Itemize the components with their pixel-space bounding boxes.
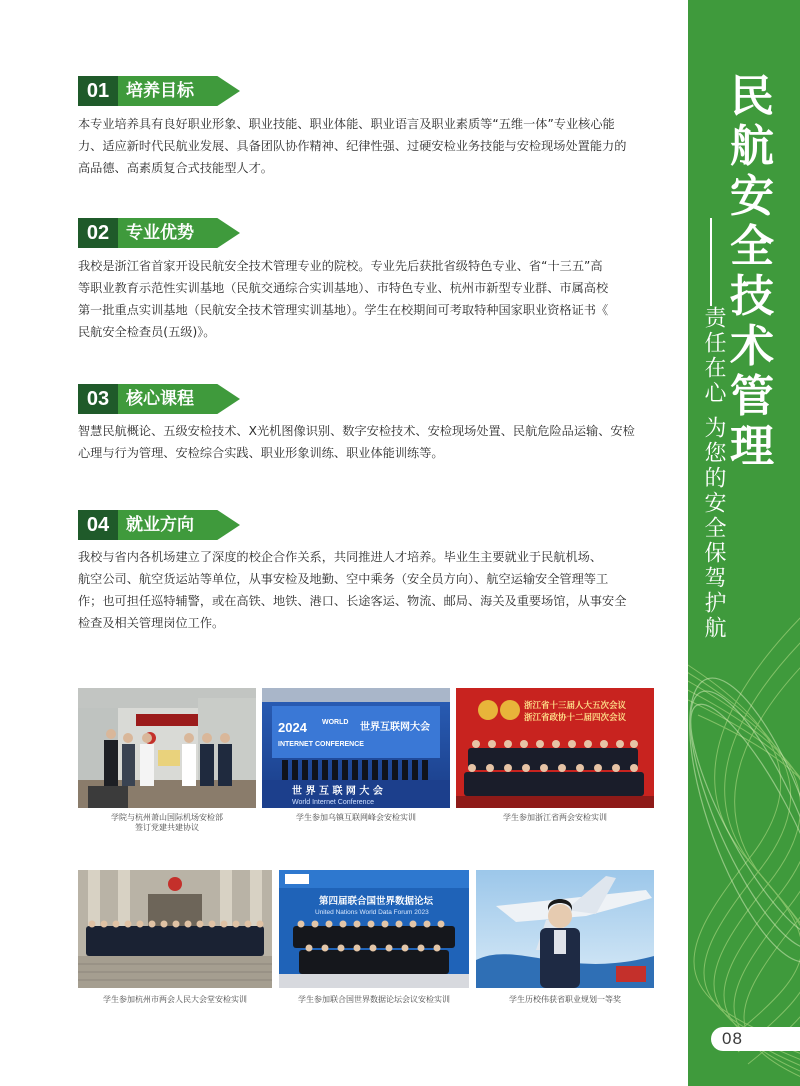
- photo-caption: [78, 995, 272, 1005]
- caption-line: 学生参加浙江省两会安检实训: [503, 813, 607, 822]
- section-heading-1: [78, 76, 240, 106]
- body-line: 本专业培养具有良好职业形象、职业技能、职业体能、职业语言及职业素质等“五维一体”专业核心能: [78, 117, 615, 131]
- banner-line: United Nations World Data Forum 2023: [315, 909, 429, 916]
- body-line: 等职业教育示范性实训基地（民航交通综合实训基地）、市特色专业、杭州市新型专业群、市属高校: [78, 281, 609, 295]
- section-title: 培养目标: [126, 81, 194, 101]
- section-heading-2: [78, 218, 240, 248]
- section-heading-4: [78, 510, 240, 540]
- photo-caption: [456, 813, 654, 823]
- photo-data-forum: [279, 870, 469, 988]
- photo-two-sessions: [456, 688, 654, 808]
- caption-line: 学生参加杭州市两会人民大会堂安检实训: [103, 995, 247, 1004]
- body-line: 高品德、高素质复合式技能型人才。: [78, 161, 273, 175]
- side-divider: [710, 218, 712, 306]
- body-line: 心理与行为管理、安检综合实践、职业形象训练、职业体能训练等。: [78, 446, 444, 460]
- photo-caption: [262, 813, 450, 823]
- body-line: 航空公司、航空货运站等单位，从事安检及地勤、空中乘务（安全员方向）、航空运输安全管理等工: [78, 572, 609, 586]
- section-title: 核心课程: [126, 389, 194, 409]
- banner-line: 第四届联合国世界数据论坛: [319, 896, 434, 907]
- caption-line: 学生参加联合国世界数据论坛会议安检实训: [298, 995, 450, 1004]
- body-line: 第一批重点实训基地（民航安全技术管理实训基地）。学生在校期间可考取特种国家职业资格证书《: [78, 303, 609, 317]
- caption-line: 签订党建共建协议: [135, 823, 199, 832]
- side-title-char: 管: [730, 371, 774, 422]
- body-line: 检查及相关管理岗位工作。: [78, 616, 225, 630]
- section-body-4: [78, 546, 668, 634]
- section-number: 04: [78, 510, 118, 540]
- photo-caption: [78, 813, 256, 833]
- caption-line: 学生历校伟获省职业规划一等奖: [509, 995, 621, 1004]
- section-number: 03: [78, 384, 118, 414]
- page-number: 08: [722, 1029, 743, 1048]
- banner-line: 浙江省十三届人大五次会议: [524, 701, 627, 711]
- photo-peoples-hall: [78, 870, 272, 988]
- section-title: 就业方向: [126, 515, 194, 535]
- sign-world: WORLD: [322, 719, 349, 726]
- section-title: 专业优势: [126, 223, 194, 243]
- sign-conference-cn: 世界互联网大会: [360, 722, 430, 733]
- body-line: 作；也可担任巡特辅警，或在高铁、地铁、港口、长途客运、物流、邮局、海关及重要场馆，从事安全: [78, 594, 627, 608]
- sign-conference-en: INTERNET CONFERENCE: [278, 741, 364, 748]
- side-title-char: 民: [730, 71, 774, 122]
- body-line: 我校是浙江省首家开设民航安全技术管理专业的院校。专业先后获批省级特色专业、省“十三五”高: [78, 259, 603, 273]
- body-line: 我校与省内各机场建立了深度的校企合作关系，共同推进人才培养。毕业生主要就业于民航机场、: [78, 550, 603, 564]
- photo-caption: [279, 995, 469, 1005]
- stage-title-cn: 世 界 互 联 网 大 会: [292, 786, 383, 797]
- section-number: 01: [78, 76, 118, 106]
- body-line: 力、适应新时代民航业发展、具备团队协作精神、纪律性强、过硬安检业务技能与安检现场处置能力的: [78, 139, 627, 153]
- section-body-1: [78, 113, 668, 179]
- body-line: 民航安全检查员(五级)》。: [78, 325, 216, 339]
- body-line: 智慧民航概论、五级安检技术、X光机图像识别、数字安检技术、安检现场处置、民航危险品运输、安检: [78, 424, 635, 438]
- side-title-char: 术: [730, 321, 774, 372]
- section-body-2: [78, 255, 668, 343]
- side-title-char: 理: [730, 421, 774, 472]
- side-title-char: 安: [730, 171, 774, 222]
- side-title: [724, 72, 780, 472]
- photo-signing-ceremony: [78, 688, 256, 808]
- side-title-char: 航: [730, 121, 774, 172]
- side-slogan: 责任在心 为您的安全保驾护航: [701, 306, 726, 641]
- side-title-char: 技: [730, 271, 774, 322]
- banner-line: 浙江省政协十二届四次会议: [524, 713, 627, 723]
- photo-career-award: [476, 870, 654, 988]
- sign-year: 2024: [278, 720, 307, 735]
- photo-caption: [476, 995, 654, 1005]
- photo-internet-conference: [262, 688, 450, 808]
- caption-line: 学院与杭州萧山国际机场安检部: [111, 813, 223, 822]
- caption-line: 学生参加乌镇互联网峰会安检实训: [296, 813, 416, 822]
- side-title-char: 全: [730, 221, 774, 272]
- section-body-3: [78, 420, 668, 464]
- section-number: 02: [78, 218, 118, 248]
- stage-title-en: World Internet Conference: [292, 799, 374, 806]
- section-heading-3: [78, 384, 240, 414]
